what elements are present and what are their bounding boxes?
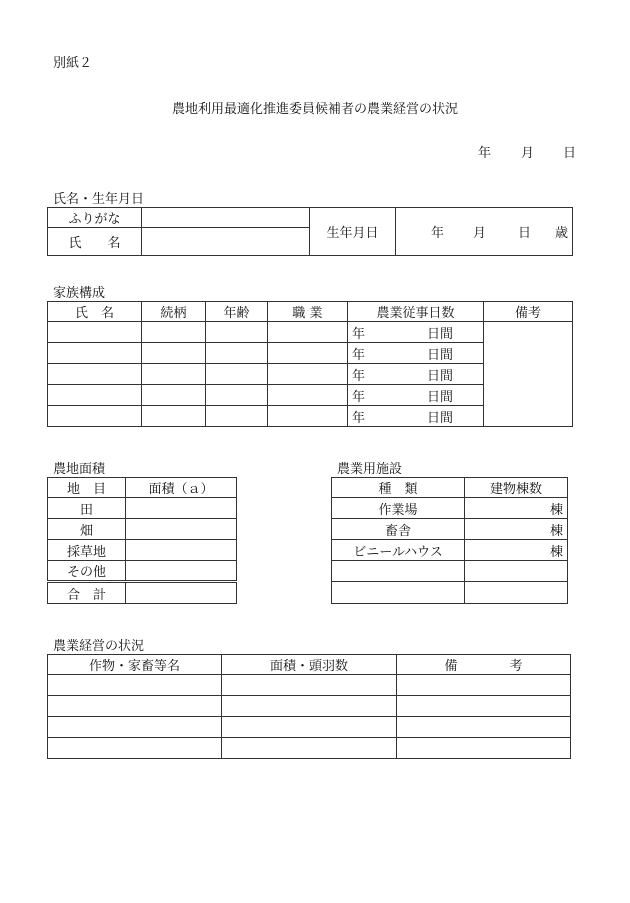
family-age-cell[interactable] xyxy=(206,322,268,343)
family-name-cell[interactable] xyxy=(48,322,142,343)
management-section-label: 農業経営の状況 xyxy=(53,639,145,654)
family-table xyxy=(47,301,573,427)
personal-section-label: 氏名・生年月日 xyxy=(53,192,145,207)
management-remarks-cell[interactable] xyxy=(397,738,571,759)
management-remarks-cell[interactable] xyxy=(397,675,571,696)
table-row xyxy=(48,582,237,604)
facility-barn: 畜舎 xyxy=(332,519,465,540)
family-remarks-cell[interactable] xyxy=(484,322,573,427)
facilities-table xyxy=(331,477,568,604)
date-day: 日 xyxy=(563,146,577,161)
family-relation-cell[interactable] xyxy=(142,322,206,343)
management-remarks-cell[interactable] xyxy=(397,696,571,717)
table-row xyxy=(48,675,571,696)
management-area-cell[interactable] xyxy=(222,675,397,696)
farmland-header-area: 面積（ａ） xyxy=(126,478,237,498)
farmland-table xyxy=(47,477,237,604)
facility-count-cell[interactable]: 棟 xyxy=(465,498,568,519)
birth-year-unit: 年 xyxy=(430,226,444,241)
days-year-unit: 年 xyxy=(352,368,366,384)
family-days-cell[interactable] xyxy=(348,406,484,427)
days-unit: 日間 xyxy=(426,326,453,342)
name-field[interactable] xyxy=(142,228,310,256)
facility-count-cell[interactable]: 棟 xyxy=(465,519,568,540)
family-occupation-cell[interactable] xyxy=(268,406,348,427)
birthdate-label: 生年月日 xyxy=(310,208,396,256)
family-name-cell[interactable] xyxy=(48,406,142,427)
facility-workshop: 作業場 xyxy=(332,498,465,519)
days-year-unit: 年 xyxy=(352,410,366,426)
family-name-cell[interactable] xyxy=(48,364,142,385)
table-row xyxy=(332,561,568,582)
management-area-cell[interactable] xyxy=(222,738,397,759)
facility-count-cell[interactable]: 棟 xyxy=(465,540,568,561)
date-year: 年 xyxy=(478,146,492,161)
management-crop-cell[interactable] xyxy=(48,738,222,759)
farmland-type-rice: 田 xyxy=(48,498,126,519)
farmland-type-other: その他 xyxy=(48,561,126,582)
farmland-area-cell[interactable] xyxy=(126,540,237,561)
management-area-cell[interactable] xyxy=(222,696,397,717)
family-header-name: 氏 名 xyxy=(48,302,142,322)
age-suffix: 歳 xyxy=(554,226,568,241)
table-row xyxy=(48,717,571,738)
family-relation-cell[interactable] xyxy=(142,385,206,406)
family-header-farm-days: 農業従事日数 xyxy=(348,302,484,322)
birth-day-unit: 日 xyxy=(517,226,531,241)
table-row xyxy=(48,498,237,519)
facility-count-cell[interactable] xyxy=(465,561,568,582)
date-month: 月 xyxy=(521,146,535,161)
facility-type-cell[interactable] xyxy=(332,582,465,604)
table-row xyxy=(332,519,568,540)
birth-month-unit: 月 xyxy=(472,226,486,241)
farmland-type-field: 畑 xyxy=(48,519,126,540)
family-header-occupation: 職 業 xyxy=(268,302,348,322)
management-crop-cell[interactable] xyxy=(48,717,222,738)
facilities-header-type: 種 類 xyxy=(332,478,465,498)
family-days-cell[interactable] xyxy=(348,343,484,364)
table-row xyxy=(332,540,568,561)
family-occupation-cell[interactable] xyxy=(268,343,348,364)
farmland-section-label: 農地面積 xyxy=(53,462,106,477)
family-occupation-cell[interactable] xyxy=(268,322,348,343)
management-header-crop: 作物・家畜等名 xyxy=(48,655,222,675)
family-age-cell[interactable] xyxy=(206,385,268,406)
family-days-cell[interactable] xyxy=(348,385,484,406)
table-row xyxy=(48,696,571,717)
management-table xyxy=(47,654,571,759)
farmland-total-cell[interactable] xyxy=(126,582,237,604)
family-occupation-cell[interactable] xyxy=(268,364,348,385)
family-header-age: 年齢 xyxy=(206,302,268,322)
facilities-header-count: 建物棟数 xyxy=(465,478,568,498)
farmland-area-cell[interactable] xyxy=(126,498,237,519)
days-unit: 日間 xyxy=(426,389,453,405)
family-name-cell[interactable] xyxy=(48,343,142,364)
farmland-type-pasture: 採草地 xyxy=(48,540,126,561)
table-row xyxy=(48,561,237,582)
family-section-label: 家族構成 xyxy=(53,286,106,301)
farmland-area-cell[interactable] xyxy=(126,561,237,582)
facility-type-cell[interactable] xyxy=(332,561,465,582)
facility-greenhouse: ビニールハウス xyxy=(332,540,465,561)
management-header-remarks: 備 考 xyxy=(397,655,571,675)
family-days-cell[interactable] xyxy=(348,364,484,385)
days-unit: 日間 xyxy=(426,347,453,363)
farmland-header-type: 地 目 xyxy=(48,478,126,498)
family-age-cell[interactable] xyxy=(206,343,268,364)
document-title: 農地利用最適化推進委員候補者の農業経営の状況 xyxy=(171,102,458,117)
birthdate-field[interactable] xyxy=(396,208,573,256)
table-row xyxy=(48,738,571,759)
family-relation-cell[interactable] xyxy=(142,343,206,364)
management-crop-cell[interactable] xyxy=(48,675,222,696)
family-occupation-cell[interactable] xyxy=(268,385,348,406)
facilities-section-label: 農業用施設 xyxy=(337,462,403,477)
family-header-relation: 続柄 xyxy=(142,302,206,322)
days-year-unit: 年 xyxy=(352,326,366,342)
family-days-cell[interactable] xyxy=(348,322,484,343)
furigana-field[interactable] xyxy=(142,208,310,228)
days-unit: 日間 xyxy=(426,368,453,384)
attachment-label: 別紙２ xyxy=(53,56,93,71)
family-relation-cell[interactable] xyxy=(142,406,206,427)
management-area-cell[interactable] xyxy=(222,717,397,738)
days-year-unit: 年 xyxy=(352,347,366,363)
personal-info-table xyxy=(47,207,573,256)
family-age-cell[interactable] xyxy=(206,364,268,385)
management-crop-cell[interactable] xyxy=(48,696,222,717)
facility-count-cell[interactable] xyxy=(465,582,568,604)
farmland-area-cell[interactable] xyxy=(126,519,237,540)
table-row xyxy=(48,540,237,561)
management-header-area: 面積・頭羽数 xyxy=(222,655,397,675)
family-relation-cell[interactable] xyxy=(142,364,206,385)
days-year-unit: 年 xyxy=(352,389,366,405)
family-age-cell[interactable] xyxy=(206,406,268,427)
table-row xyxy=(48,519,237,540)
days-unit: 日間 xyxy=(426,410,453,426)
table-row xyxy=(332,498,568,519)
name-label: 氏 名 xyxy=(48,228,142,256)
table-row xyxy=(332,582,568,604)
farmland-total-label: 合 計 xyxy=(48,582,126,604)
management-remarks-cell[interactable] xyxy=(397,717,571,738)
family-header-remarks: 備考 xyxy=(484,302,573,322)
table-row xyxy=(48,322,573,343)
furigana-label: ふりがな xyxy=(48,208,142,228)
family-name-cell[interactable] xyxy=(48,385,142,406)
